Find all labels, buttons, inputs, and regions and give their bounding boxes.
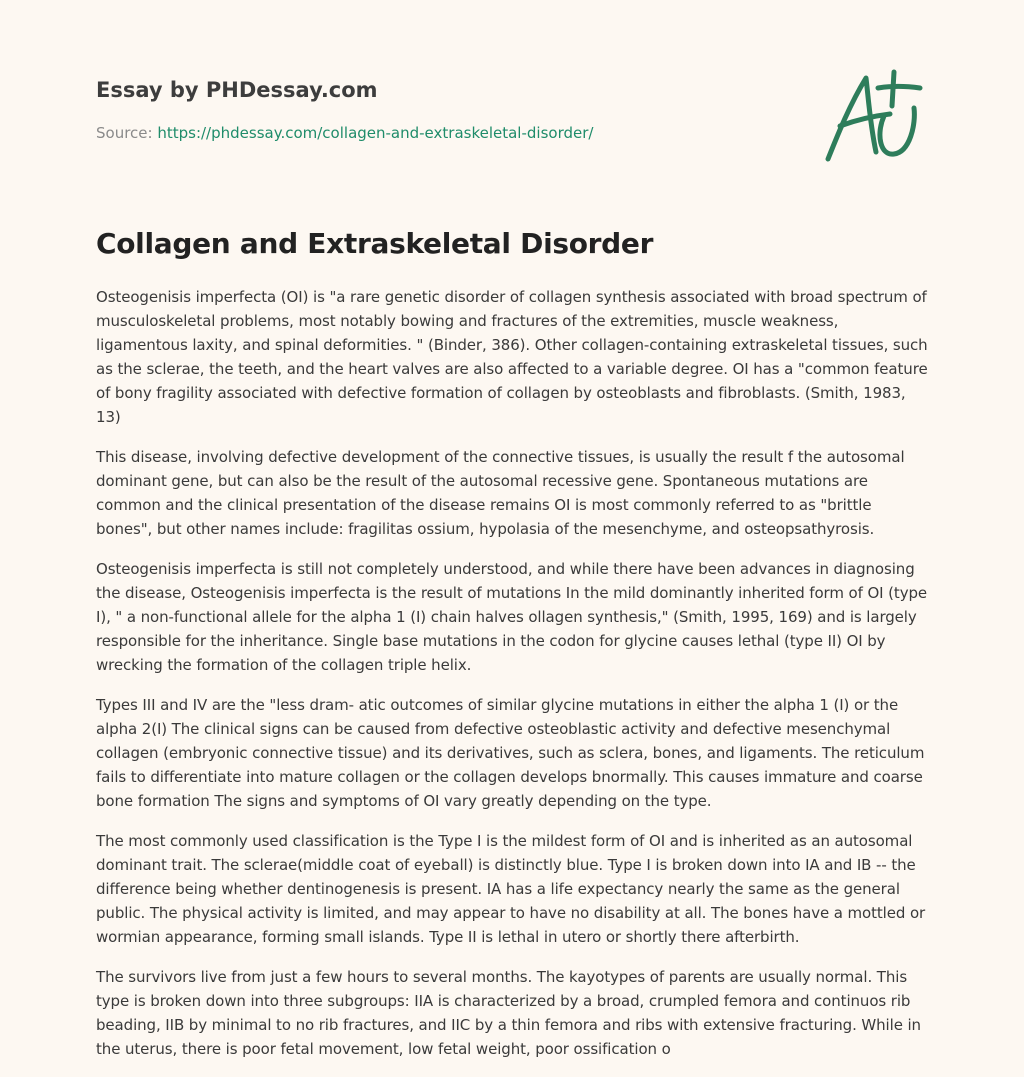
essay-paragraph: Types III and IV are the "less dram- atic outcomes of similar glycine mutations in either the alpha 1 (I) or the alpha 2(I) The clinical signs can be caused from defective osteoblastic activity and defective mesenchymal collagen (embryonic connective tissue) and its derivatives, such as sclera, bones, and ligaments. The reticulum fails to differentiate into mature collagen or the collagen develops bnormally. This causes immature and coarse bone formation The signs and symptoms of OI vary greatly depending on the type.: [96, 696, 925, 810]
essay-paragraph: Osteogenisis imperfecta (OI) is "a rare genetic disorder of collagen synthesis associated with broad spectrum of musculoskeletal problems, most notably bowing and fractures of the extremities, muscle weakness, ligamentous laxity, and spinal deformities. " (Binder, 386). Other collagen-containing extraskeletal tissues, such as the sclerae, the teeth, and the heart valves are also affected to a variable degree. OI has a "common feature of bony fragility associated with defective formation of collagen by osteoblasts and fibroblasts. (Smith, 1983, 13): [96, 288, 928, 426]
source-link[interactable]: https://phdessay.com/collagen-and-extraskeletal-disorder/: [157, 124, 594, 142]
source-label: Source:: [96, 124, 158, 142]
essay-paragraph: The most commonly used classification is the Type I is the mildest form of OI and is inherited as an autosomal dominant trait. The sclerae(middle coat of eyeball) is distinctly blue. Type I is broken down into IA and IB -- the difference being whether dentinogenesis is present. IA has a life expectancy nearly the same as the general public. The physical activity is limited, and may appear to have no disability at all. The bones have a mottled or wormian appearance, forming small islands. Type II is lethal in utero or shortly there afterbirth.: [96, 832, 926, 946]
source-line: [96, 123, 593, 143]
a-plus-logo-icon: [818, 64, 930, 168]
site-title: Essay by PHDessay.com: [96, 78, 378, 102]
essay-paragraph: This disease, involving defective development of the connective tissues, is usually the result f the autosomal dominant gene, but can also be the result of the autosomal recessive gene. Spontaneous mutations are common and the clinical presentation of the disease remains OI is most commonly referred to as "brittle bones", but other names include: fragilitas ossium, hypolasia of the mesenchyme, and osteopsathyrosis.: [96, 448, 905, 538]
essay-body: [96, 285, 932, 1077]
essay-title: Collagen and Extraskeletal Disorder: [96, 227, 654, 260]
essay-paragraph: The survivors live from just a few hours to several months. The kayotypes of parents are usually normal. This type is broken down into three subgroups: IIA is characterized by a broad, crumpled femora and continuos rib beading, IIB by minimal to no rib fractures, and IIC by a thin femora and ribs with extensive fracturing. While in the uterus, there is poor fetal movement, low fetal weight, poor ossification o: [96, 968, 921, 1058]
essay-paragraph: Osteogenisis imperfecta is still not completely understood, and while there have been advances in diagnosing the disease, Osteogenisis imperfecta is the result of mutations In the mild dominantly inherited form of OI (type I), " a non-functional allele for the alpha 1 (I) chain halves ollagen synthesis," (Smith, 1995, 169) and is largely responsible for the inheritance. Single base mutations in the codon for glycine causes lethal (type II) OI by wrecking the formation of the collagen triple helix.: [96, 560, 928, 674]
